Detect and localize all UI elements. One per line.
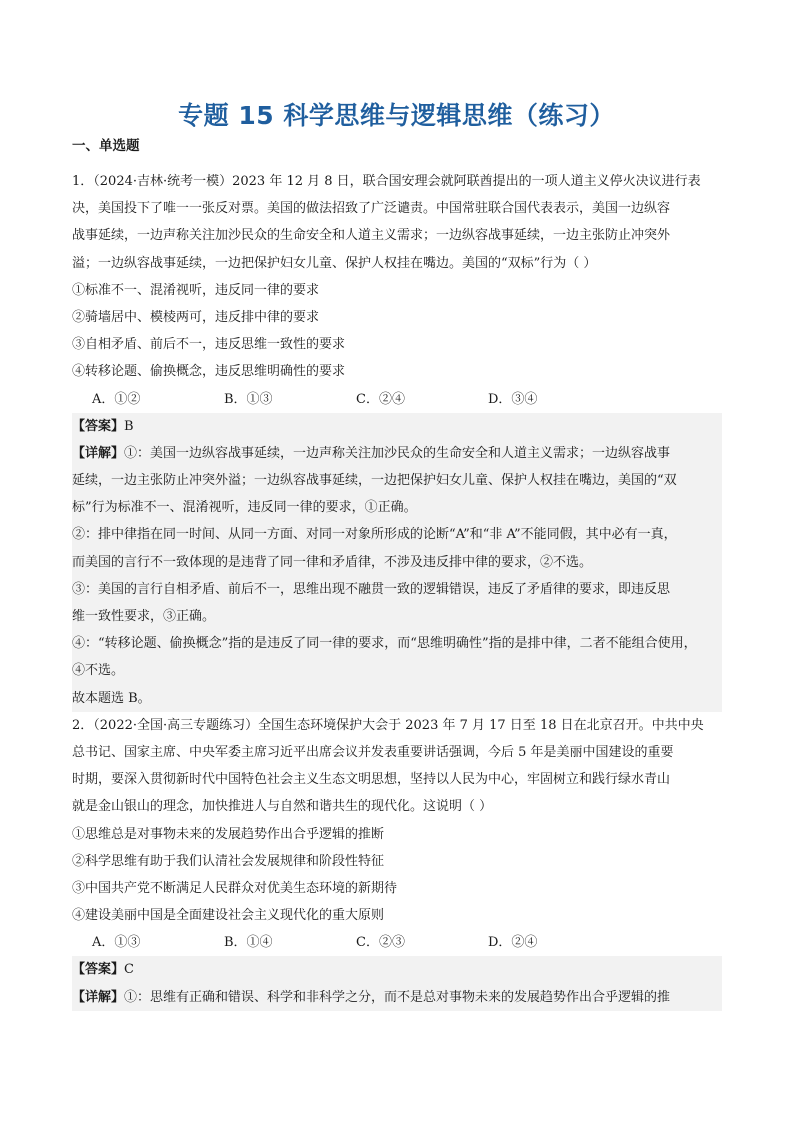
answer-block [72,956,722,1010]
answer-value: B [124,418,134,434]
statement: ②骑墙居中、模棱两可，违反排中律的要求 [72,309,320,325]
question-stem-line: 时期，要深入贯彻新时代中国特色社会主义生态文明思想，坚持以人民为中心，牢固树立和践行绿水青山 [72,772,671,788]
answer-value: C [124,962,134,978]
statement: ①思维总是对事物未来的发展趋势作出合乎逻辑的推断 [72,826,385,842]
page-title: 专题 15 科学思维与逻辑思维（练习） [178,101,615,130]
detail-line: 延续，一边主张防止冲突外溢；一边纵容战事延续，一边把保护妇女儿童、保护人权挂在嘴边，美国的“双 [72,473,677,489]
answer-line [72,956,722,983]
option-d: D．②④ [488,935,538,951]
detail-line [72,440,722,467]
option-c: C．②④ [356,391,405,407]
answer-tag: 【答案】 [72,962,125,978]
detail-tag: 【详解】 [72,445,125,461]
answer-block [72,413,722,712]
statement: ④建设美丽中国是全面建设社会主义现代化的重大原则 [72,908,385,924]
question-2 [72,712,722,1011]
question-stem-line: 战事延续，一边声称关注加沙民众的生命安全和人道主义需求；一边纵容战事延续，一边主张防止冲突外 [72,228,671,244]
option-a: A．①② [92,391,141,407]
statement: ②科学思维有助于我们认清社会发展规律和阶段性特征 [72,853,385,869]
detail-line: 而美国的言行不一致体现的是违背了同一律和矛盾律，不涉及违反排中律的要求，②不选。 [72,554,593,570]
detail-line: 故本题选 B。 [72,690,151,706]
answer-line [72,413,722,440]
question-stem-line: 决，美国投下了唯一一张反对票。美国的做法招致了广泛谴责。中国常驻联合国代表表示，美国一边纵容 [72,201,671,217]
detail-line: ②：排中律指在同一时间、从同一方面、对同一对象所形成的论断“A”和“非 A”不能同假，其中必有一真， [72,527,677,543]
question-stem-line: 就是金山银山的理念，加快推进人与自然和谐共生的现代化。这说明（ ） [72,799,493,815]
detail-line: ④：“转移论题、偷换概念”指的是违反了同一律的要求，而“思维明确性”指的是排中律，二者不能组合使用， [72,636,697,652]
answer-tag: 【答案】 [72,418,125,434]
statement: ④转移论题、偷换概念，违反思维明确性的要求 [72,364,346,380]
statement: ③中国共产党不断满足人民群众对优美生态环境的新期待 [72,880,398,896]
option-a: A．①③ [92,935,141,951]
option-d: D．③④ [488,391,538,407]
question-list [72,168,722,1011]
statement: ③自相矛盾、前后不一，违反思维一致性的要求 [72,337,346,353]
option-b: B．①④ [224,935,273,951]
option-c: C．②③ [356,935,405,951]
statement: ①标准不一、混淆视听，违反同一律的要求 [72,282,320,298]
question-stem-line: 1．（2024·吉林·统考一模）2023 年 12 月 8 日，联合国安理会就阿联酋提出的一项人道主义停火决议进行表 [72,174,701,189]
option-row [72,929,722,956]
option-row [72,386,722,413]
detail-line: 标”行为标准不一、混淆视听，违反同一律的要求，①正确。 [72,500,417,516]
question-stem-line: 总书记、国家主席、中央军委主席习近平出席会议并发表重要讲话强调，今后 5 年是美丽中国建设的重要 [72,744,674,760]
detail-line [72,984,722,1011]
section-heading: 一、单选题 [72,138,140,154]
detail-line: ④不选。 [72,663,125,679]
question-stem-line: 溢；一边纵容战事延续，一边把保护妇女儿童、保护人权挂在嘴边。美国的“双标”行为（ ） [72,255,597,271]
question-1 [72,168,722,712]
detail-line: ③：美国的言行自相矛盾、前后不一，思维出现不融贯一致的逻辑错误，违反了矛盾律的要求，即违反思 [72,581,671,597]
detail-text: ①：美国一边纵容战事延续，一边声称关注加沙民众的生命安全和人道主义需求；一边纵容战事 [124,445,671,461]
detail-line: 维一致性要求，③正确。 [72,609,216,624]
detail-tag: 【详解】 [72,989,125,1005]
option-b: B．①③ [224,391,273,407]
question-stem-line: 2．（2022·全国·高三专题练习）全国生态环境保护大会于 2023 年 7 月 17 日至 18 日在北京召开。中共中央 [72,717,704,733]
detail-text: ①：思维有正确和错误、科学和非科学之分，而不是总对事物未来的发展趋势作出合乎逻辑的推 [124,989,671,1005]
